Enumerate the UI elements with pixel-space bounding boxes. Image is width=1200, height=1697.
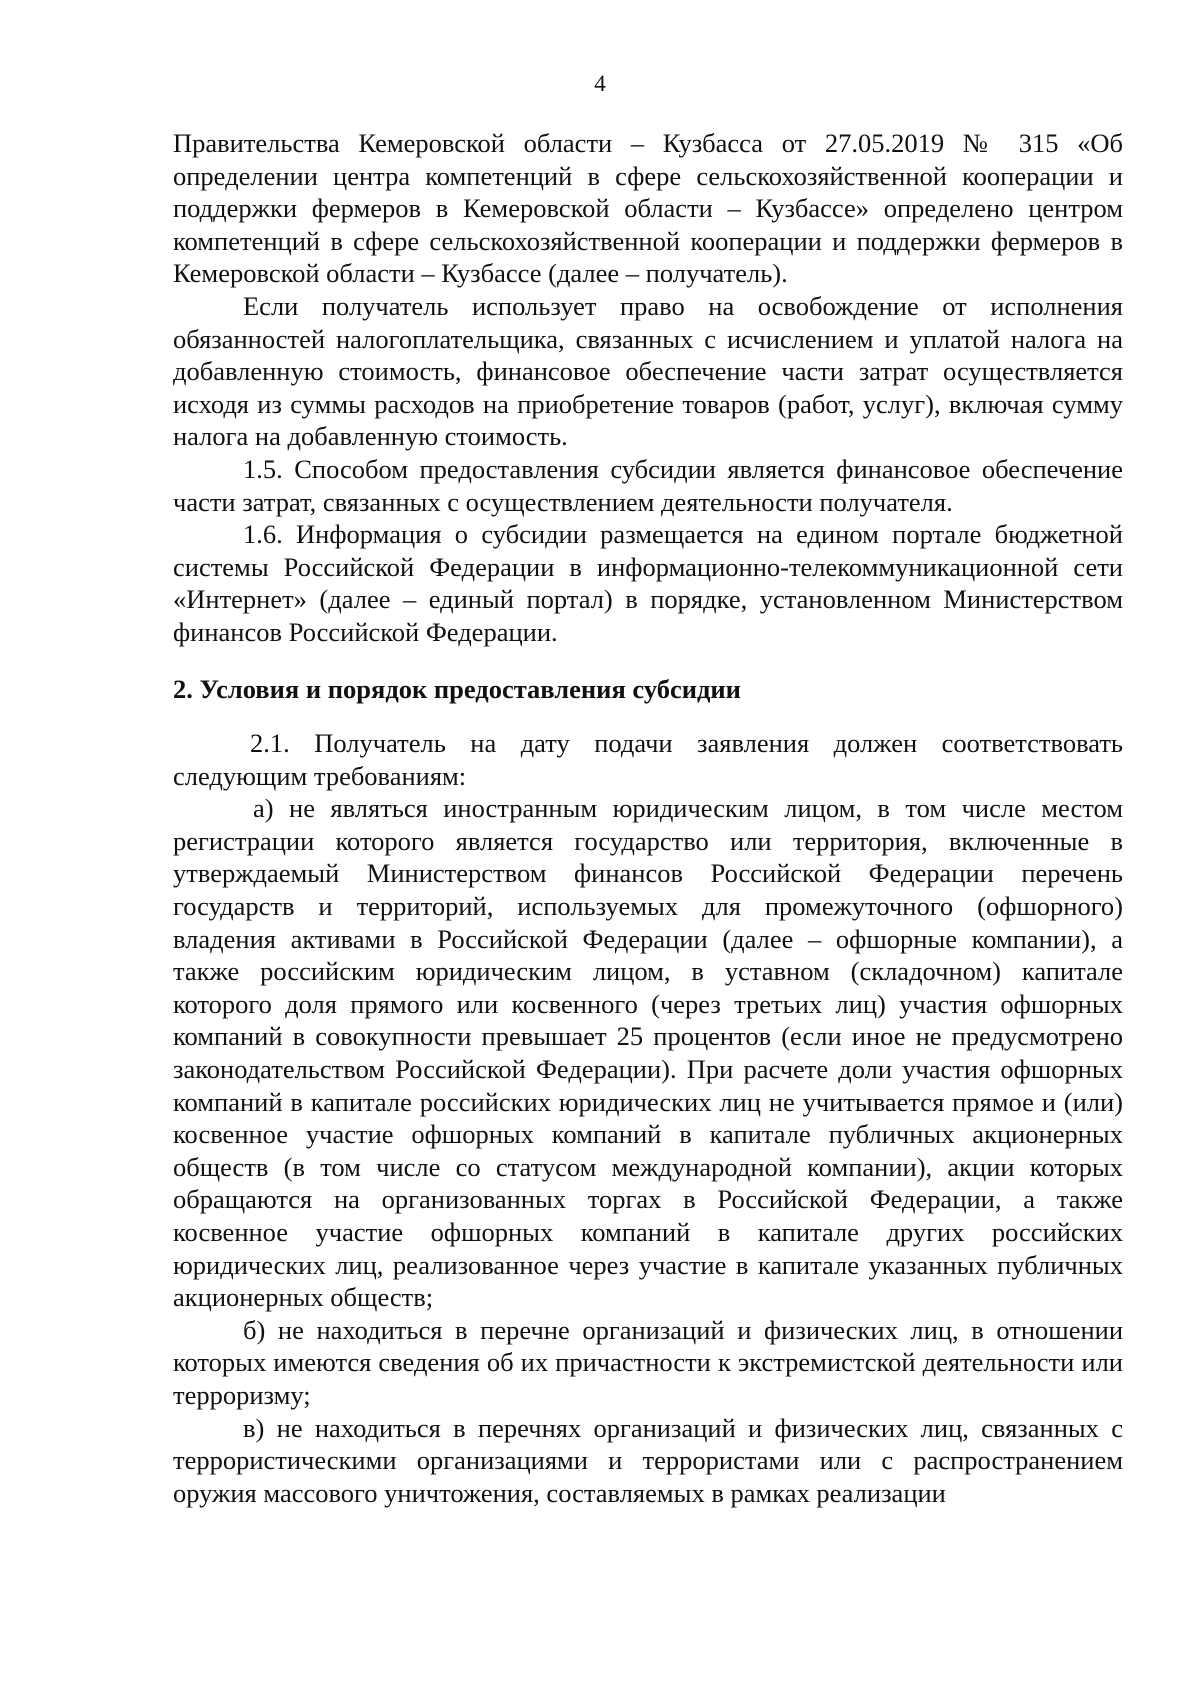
paragraph-requirement-b: б) не находиться в перечне организаций и физических лиц, в отношении которых имеются сведения об их причастности к экстремистской деятельности или терроризму; — [173, 1314, 1123, 1410]
paragraph-1-5: 1.5. Способом предоставления субсидии является финансовое обеспечение части затрат, связанных с осуществлением деятельности получателя. — [173, 453, 1123, 517]
paragraph-2-1: 2.1. Получатель на дату подачи заявления должен соответствовать следующим требованиям: — [173, 728, 1123, 791]
page-number: 4 — [594, 71, 606, 96]
paragraph-requirement-a: а) не являться иностранным юридическим лицом, в том числе местом регистрации которого является государство или территория, включенные в утверждаемый Министерством финансов Российской Федерации перечень государств и территорий, используемых для промежуточного (офшорного) владения активами в Российской Федерации (далее – офшорные компании), а также российским юридическим лицом, в уставном (складочном) капитале которого доля прямого или косвенного (через третьих лиц) участия офшорных компаний в совокупности превышает 25 процентов (если иное не предусмотрено законодательством Российской Федерации). При расчете доли участия офшорных компаний в капитале российских юридических лиц не учитывается прямое и (или) косвенное участие офшорных компаний в капитале публичных акционерных обществ (в том числе со статусом международной компании), акции которых обращаются на организованных торгах в Российской Федерации, а также косвенное участие офшорных компаний в капитале других российских юридических лиц, реализованное через участие в капитале указанных публичных акционерных обществ; — [173, 793, 1123, 1313]
section-heading: 2. Условия и порядок предоставления субсидии — [173, 673, 741, 704]
document-body — [173, 127, 1123, 1509]
paragraph-continuation: Правительства Кемеровской области – Кузбасса от 27.05.2019 № 315 «Об определении центра компетенций в сфере сельскохозяйственной кооперации и поддержки фермеров в Кемеровской области – Кузбассе» определено центром компетенций в сфере сельскохозяйственной кооперации и поддержки фермеров в Кемеровской области – Кузбассе (далее – получатель). — [173, 128, 1123, 289]
paragraph-vat-exemption: Если получатель использует право на освобождение от исполнения обязанностей налогоплательщика, связанных с исчислением и уплатой налога на добавленную стоимость, финансовое обеспечение части затрат осуществляется исходя из суммы расходов на приобретение товаров (работ, услуг), включая сумму налога на добавленную стоимость. — [173, 290, 1123, 452]
paragraph-1-6: 1.6. Информация о субсидии размещается на едином портале бюджетной системы Российской Федерации в информационно-телекоммуникационной сети «Интернет» (далее – единый портал) в порядке, установленном Министерством финансов Российской Федерации. — [173, 519, 1123, 647]
paragraph-requirement-v: в) не находиться в перечнях организаций и физических лиц, связанных с террористическими организациями и террористами или с распространением оружия массового уничтожения, составляемых в рамках реализации — [173, 1412, 1123, 1508]
